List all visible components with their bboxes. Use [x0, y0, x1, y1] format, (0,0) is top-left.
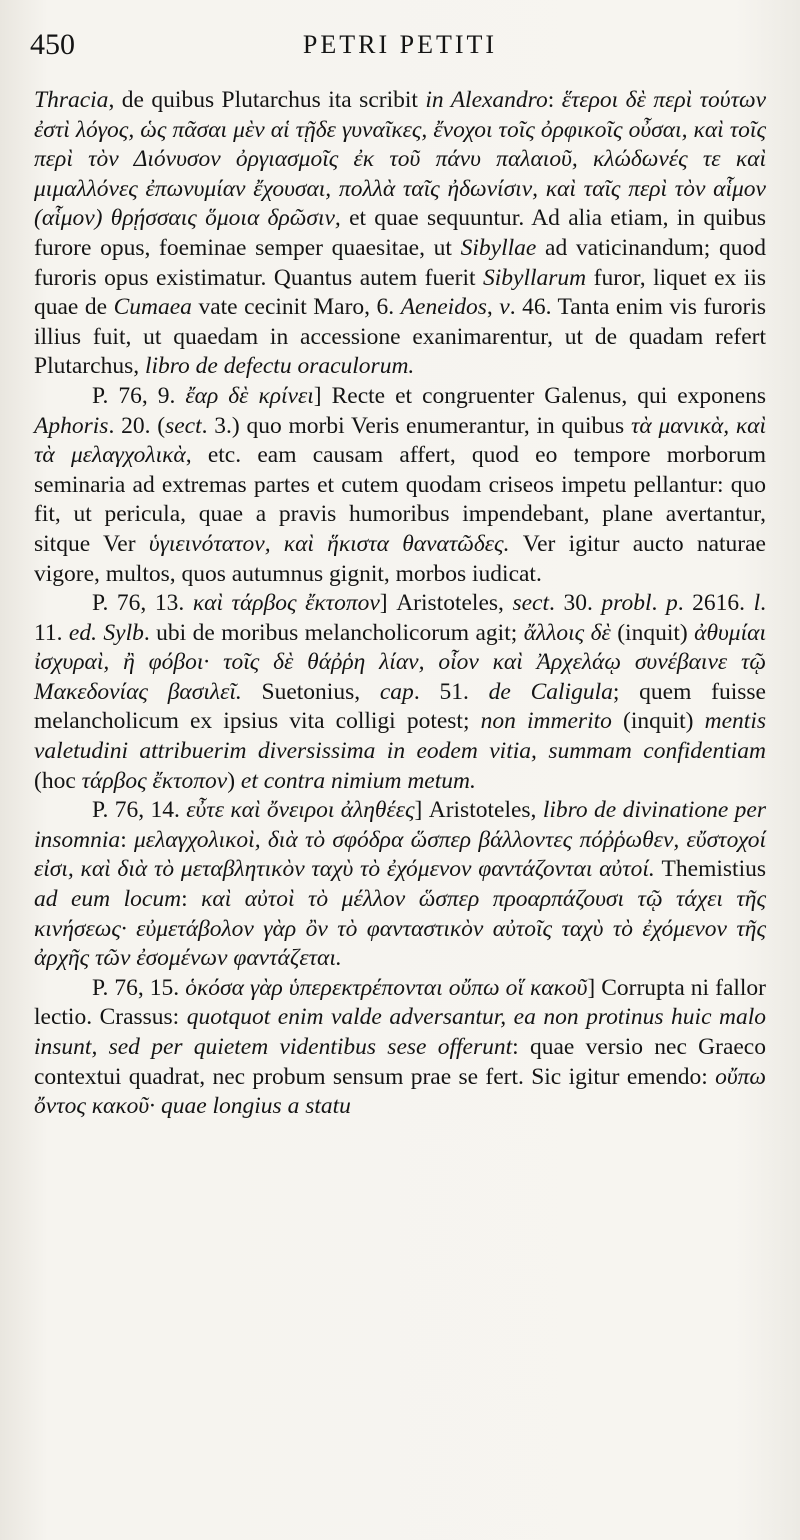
- italic-run: μελαγχολικοὶ, διὰ τὸ σφόδρα ὥσπερ βάλλοντες πόῤῥωθεν, εὔστοχοί εἰσι, καὶ διὰ τὸ μεταβλητικὸν ταχὺ τὸ ἐχόμενον φαντάζονται αὐτοί.: [34, 826, 766, 883]
- italic-run: καὶ αὐτοὶ τὸ μέλλον ὥσπερ προαρπάζουσι τῷ τάχει τῆς κινήσεως· εὐμετάβολον γὰρ ὂν τὸ φανταστικὸν αὐτοῖς ταχὺ τὸ ἐχόμενον τῆς ἀρχῆς τῶν ἐσομένων φαντάζεται.: [34, 886, 766, 972]
- text-run: (inquit): [610, 619, 695, 646]
- italic-run: ἄλλοις δὲ: [523, 619, 611, 646]
- text-run: . 20. (: [108, 412, 166, 439]
- text-run: ; quem fuisse melancholicum ex ipsius vita colligi potest;: [34, 678, 766, 735]
- text-run: ] Recte et congruenter Galenus, qui exponens: [313, 382, 766, 409]
- note-p76-13: [34, 589, 766, 796]
- paragraph-continuation: [34, 86, 766, 382]
- italic-run: cap: [379, 678, 414, 705]
- text-run: ): [227, 767, 241, 794]
- text-run: . 30.: [549, 590, 602, 617]
- text-run: . ubi de moribus melancholicorum agit;: [143, 619, 524, 646]
- text-run: ad vaticinandum; quod furoris opus existimatur. Quantus autem fuerit: [34, 234, 767, 291]
- italic-run: in Alexandro: [425, 87, 548, 113]
- running-title: PETRI PETITI: [302, 30, 498, 59]
- italic-run: probl: [601, 590, 652, 617]
- text-run: vate cecinit Maro, 6.: [191, 294, 401, 321]
- italic-run: τὰ μανικὰ, καὶ τὰ μελαγχολικὰ: [34, 412, 766, 469]
- text-run: . 11.: [34, 590, 766, 646]
- text-run: :: [181, 886, 202, 913]
- text-run: , de quibus Plutarchus ita scribit: [108, 87, 426, 113]
- body-text: [34, 86, 766, 1122]
- italic-run: ἔαρ δὲ κρίνει: [185, 382, 314, 409]
- text-run: . 3.) quo morbi Veris enumerantur, in quibus: [201, 412, 631, 439]
- italic-run: Sibyllae: [460, 234, 537, 261]
- italic-run: l: [753, 590, 761, 617]
- note-p76-14: [34, 796, 766, 974]
- text-run: . 2616.: [677, 590, 754, 617]
- italic-run: quae longius a statu: [160, 1093, 351, 1120]
- text-run: :: [547, 87, 562, 113]
- text-run: (inquit): [611, 708, 705, 735]
- text-run: Ver igitur aucto naturae vigore, multos, quos autumnus gignit, morbos iudicat.: [34, 530, 766, 587]
- italic-run: ὁκόσα γὰρ ὑπερεκτρέπονται οὔπω οἵ κακοῦ: [185, 974, 588, 1001]
- italic-run: ἕτεροι δὲ περὶ τούτων ἐστὶ λόγος, ὡς πᾶσαι μὲν αἱ τῇδε γυναῖκες, ἔνοχοι τοῖς ὀρφικοῖς οὖσαι, καὶ τοῖς περὶ τὸν Διόνυσον ὀργιασμοῖς ἐκ τοῦ πάνυ παλαιοῦ, κλώδωνές τε καὶ μιμαλλόνες ἐπωνυμίαν ἔχουσαι, πολλὰ ταῖς ἠδωνίσιν, καὶ ταῖς περὶ τὸν αἷμον (αἷμον) θρῄσσαις ὅμοια δρῶσιν,: [34, 87, 766, 232]
- text-run: ] Aristoteles,: [379, 590, 513, 617]
- italic-run: Sibyllarum: [483, 264, 587, 291]
- text-run: , etc. eam causam affert, quod eo tempore morborum seminaria ad extremas partes et cutem quodam criseos impetu pellantur: quo fit, ut pericula, quae a pravis humoribus impendebant, plane avertantur, sitque Ver: [34, 442, 767, 557]
- italic-run: ἀθυμίαι ἰσχυραὶ, ἢ φόβοι· τοῖς δὲ θάῤῥη λίαν, οἷον καὶ Ἀρχελάῳ συνέβαινε τῷ Μακεδονίας βασιλεῖ.: [34, 619, 766, 705]
- italic-run: Thracia: [34, 87, 109, 113]
- text-run: ] Aristoteles,: [414, 797, 543, 824]
- italic-run: Cumaea: [113, 294, 192, 321]
- text-run: P. 76, 14.: [92, 797, 187, 824]
- note-p76-9: [34, 382, 766, 589]
- italic-run: τάρβος ἔκτοπον: [81, 767, 228, 794]
- italic-run: p: [665, 590, 678, 617]
- italic-run: sect: [165, 412, 202, 439]
- page-header: [30, 28, 770, 68]
- italic-run: Aphoris: [34, 412, 109, 439]
- italic-run: sect: [512, 590, 550, 617]
- italic-run: libro de divinatione per insomnia: [34, 797, 767, 853]
- text-run: ] Corrupta ni fallor lectio. Crassus:: [34, 974, 767, 1031]
- text-run: P. 76, 9.: [92, 382, 186, 409]
- text-run: Themistius: [654, 856, 766, 883]
- italic-run: εὖτε καὶ ὄνειροι ἀληθέες: [186, 797, 415, 824]
- text-run: et quae sequuntur. Ad alia etiam, in quibus furore opus, foeminae semper quaesitae, ut: [34, 205, 766, 261]
- text-run: . 51.: [413, 678, 489, 705]
- italic-run: mentis valetudini attribuerim diversissima in eodem vitia, summam confidentiam: [34, 708, 766, 765]
- italic-run: de Caligula: [488, 678, 613, 705]
- text-run: Suetonius,: [241, 678, 380, 705]
- text-run: (hoc: [34, 767, 82, 794]
- italic-run: καὶ τάρβος ἔκτοπον: [192, 590, 380, 617]
- italic-run: non immerito: [480, 708, 612, 735]
- text-run: furor, liquet ex iis quae de: [34, 264, 766, 321]
- text-run: ,: [486, 294, 500, 321]
- italic-run: οὔπω ὄντος κακοῦ·: [34, 1063, 766, 1120]
- text-run: . 46. Tanta enim vis furoris illius fuit, ut quaedam in accessione exanimarentur, ut de quadam refert Plutarchus,: [34, 294, 767, 380]
- italic-run: libro de defectu oraculorum.: [144, 353, 415, 380]
- text-run: P. 76, 13.: [92, 590, 193, 617]
- page-number: 450: [30, 28, 75, 61]
- italic-run: quotquot enim valde adversantur, ea non protinus huic malo insunt, sed per quietem videntibus sese offerunt: [34, 1004, 767, 1060]
- text-run: : quae versio nec Graeco contextui quadrat, nec probum sensum prae se fert. Sic igitur emendo:: [34, 1034, 766, 1090]
- italic-run: v: [499, 294, 510, 321]
- italic-run: ad eum locum: [34, 886, 182, 913]
- italic-run: et contra nimium metum.: [240, 767, 476, 794]
- italic-run: ed. Sylb: [68, 619, 144, 646]
- italic-run: Aeneidos: [400, 294, 487, 321]
- text-run: .: [651, 590, 666, 617]
- note-p76-15: [34, 974, 766, 1122]
- italic-run: ὑγιεινότατον, καὶ ἥκιστα θανατῶδες.: [148, 530, 510, 557]
- text-run: P. 76, 15.: [92, 974, 186, 1001]
- text-run: :: [120, 826, 135, 853]
